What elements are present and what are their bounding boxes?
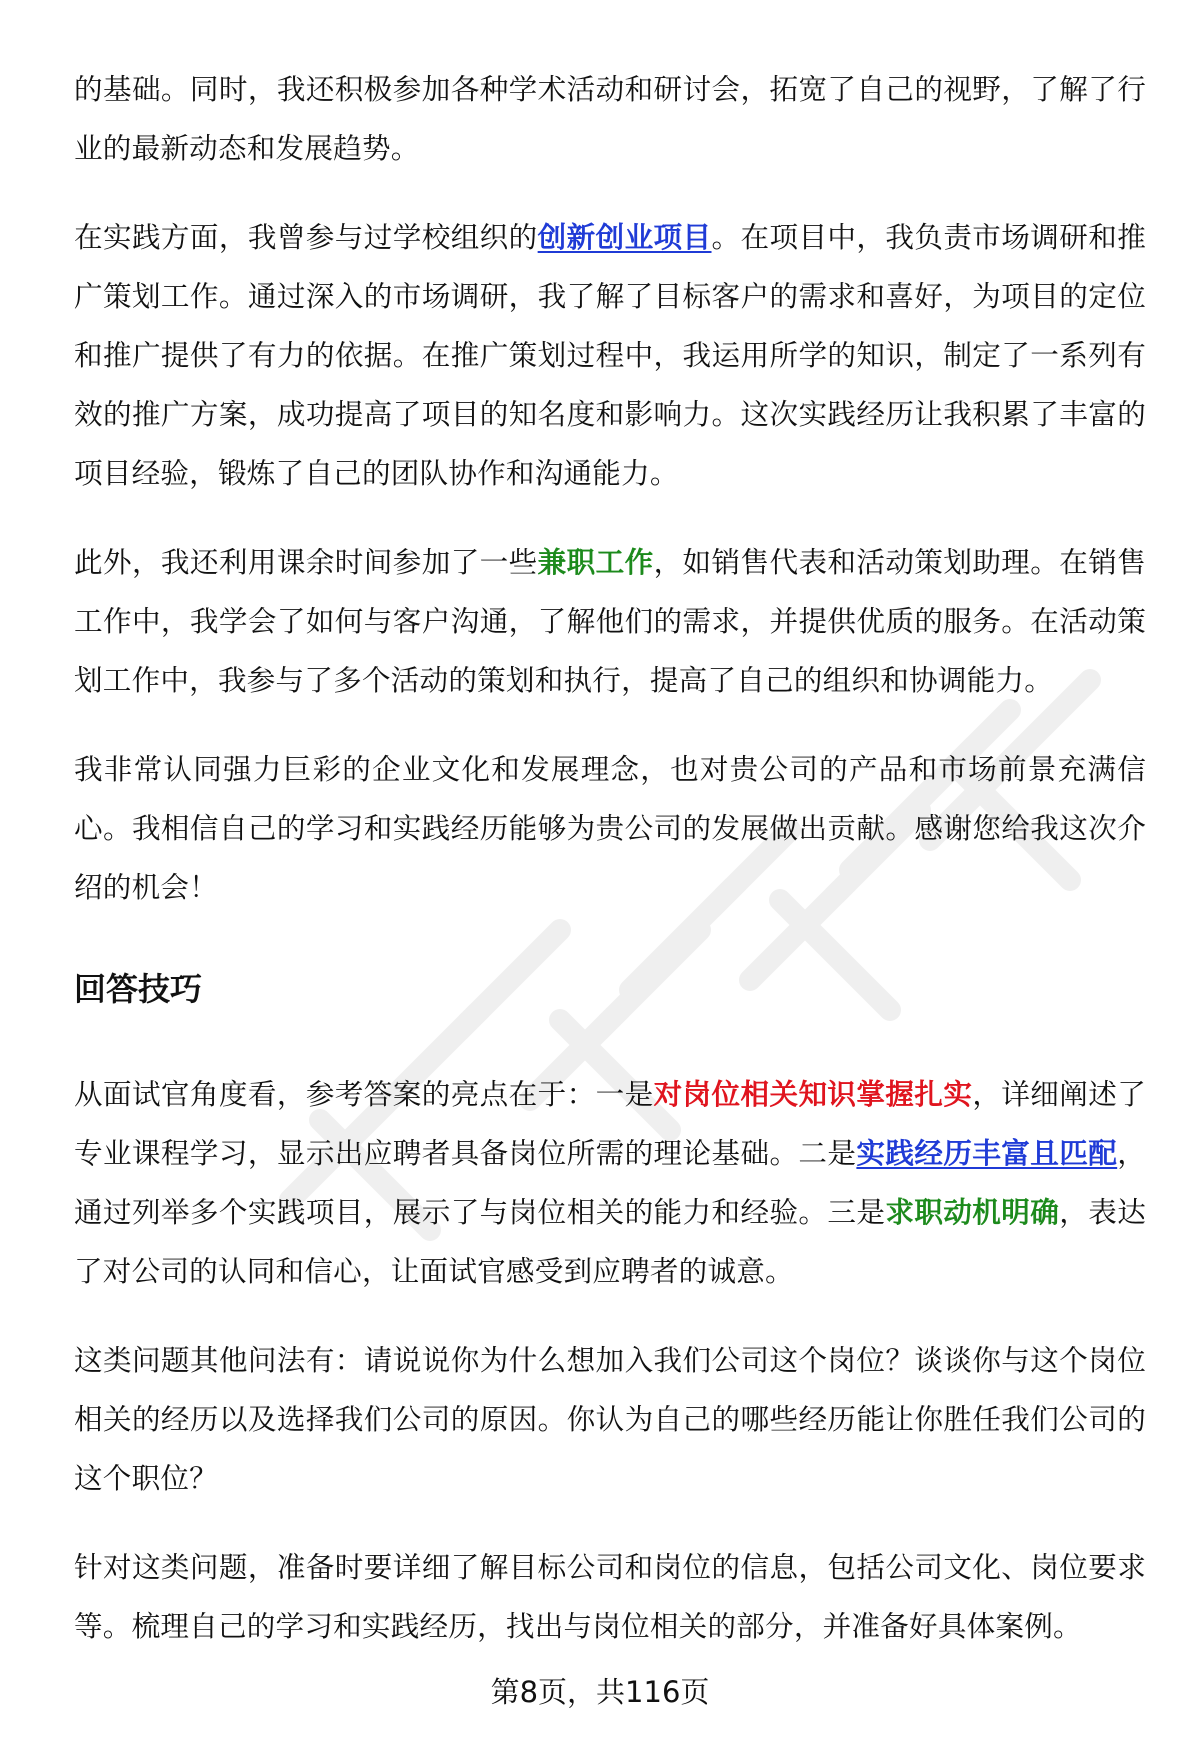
- paragraph-other-questions: [74, 1331, 1146, 1508]
- paragraph-closing: [74, 740, 1146, 917]
- paragraph-practice: [74, 208, 1146, 503]
- paragraph-text: 针对这类问题，准备时要详细了解目标公司和岗位的信息，包括公司文化、岗位要求等。梳理自己的学习和实践经历，找出与岗位相关的部分，并准备好具体案例。: [74, 1550, 1146, 1643]
- highlight-part-time-work: 兼职工作: [537, 545, 654, 579]
- page-number: 第8页，共116页: [490, 1675, 710, 1709]
- highlight-knowledge: 对岗位相关知识掌握扎实: [653, 1077, 973, 1111]
- paragraph-text: ，详细阐述了专业课程学习，显示出应聘者具备岗位所需的理论基础。二是: [74, 1077, 1147, 1170]
- highlight-link-innovation-project[interactable]: 创新创业项目: [537, 220, 712, 254]
- paragraph-education-end: [74, 60, 1146, 178]
- paragraph-text: 此外，我还利用课余时间参加了一些: [74, 545, 538, 579]
- paragraph-text: 。在项目中，我负责市场调研和推广策划工作。通过深入的市场调研，我了解了目标客户的需求和喜好，为项目的定位和推广提供了有力的依据。在推广策划过程中，我运用所学的知识，制定了一系列有效的推广方案，成功提高了项目的知名度和影响力。这次实践经历让我积累了丰富的项目经验，锻炼了自己的团队协作和沟通能力。: [74, 220, 1146, 490]
- paragraph-text: 这类问题其他问法有：请说说你为什么想加入我们公司这个岗位？谈谈你与这个岗位相关的经历以及选择我们公司的原因。你认为自己的哪些经历能让你胜任我们公司的这个职位？: [74, 1343, 1146, 1495]
- document-body: [74, 60, 1146, 1686]
- highlight-link-experience[interactable]: 实践经历丰富且匹配: [856, 1136, 1118, 1170]
- paragraph-text: 的基础。同时，我还积极参加各种学术活动和研讨会，拓宽了自己的视野，了解了行业的最新动态和发展趋势。: [74, 72, 1146, 165]
- paragraph-tips-highlights: [74, 1065, 1146, 1301]
- paragraph-preparation: [74, 1538, 1146, 1656]
- paragraph-part-time: [74, 533, 1146, 710]
- paragraph-text: ，通过列举多个实践项目，展示了与岗位相关的能力和经验。三是: [74, 1136, 1146, 1229]
- paragraph-text: ，表达了对公司的认同和信心，让面试官感受到应聘者的诚意。: [74, 1195, 1146, 1288]
- section-heading: 回答技巧: [74, 970, 203, 1008]
- highlight-motivation: 求职动机明确: [885, 1195, 1060, 1229]
- paragraph-text: 在实践方面，我曾参与过学校组织的: [74, 220, 538, 254]
- paragraph-text: 我非常认同强力巨彩的企业文化和发展理念，也对贵公司的产品和市场前景充满信心。我相信自己的学习和实践经历能够为贵公司的发展做出贡献。感谢您给我这次介绍的机会！: [74, 752, 1146, 904]
- paragraph-text: 从面试官角度看，参考答案的亮点在于：一是: [74, 1077, 654, 1111]
- paragraph-text: ，如销售代表和活动策划助理。在销售工作中，我学会了如何与客户沟通，了解他们的需求，并提供优质的服务。在活动策划工作中，我参与了多个活动的策划和执行，提高了自己的组织和协调能力。: [74, 545, 1146, 697]
